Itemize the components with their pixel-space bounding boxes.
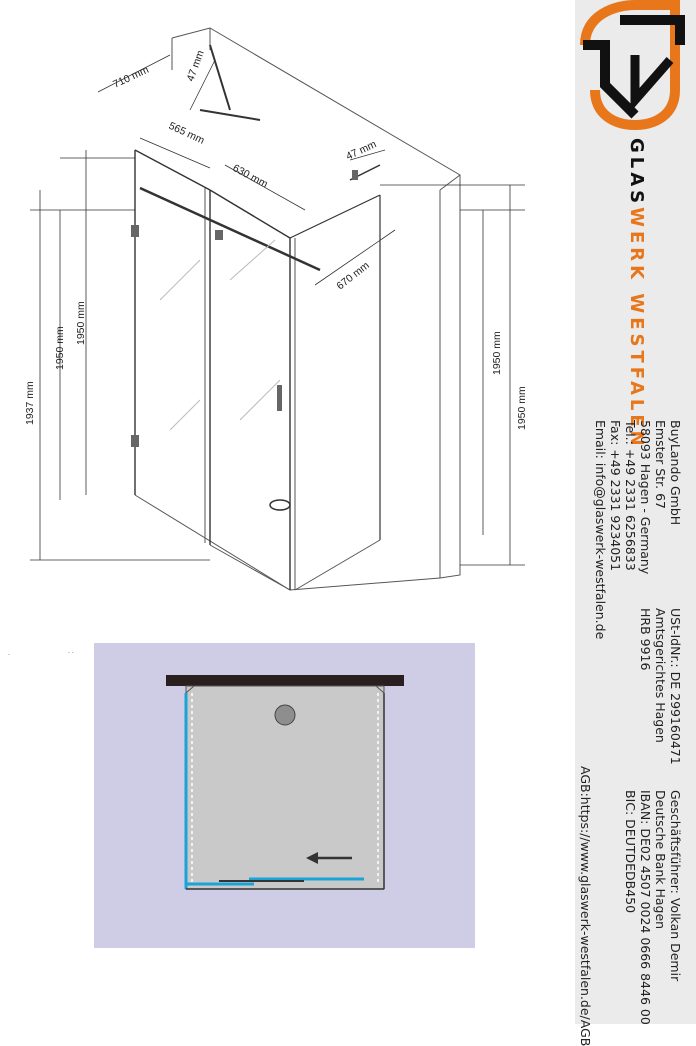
brand-part2: WERK WESTFALEN (626, 207, 647, 450)
floor-plan-panel (94, 643, 475, 948)
bank-bic: BIC: DEUTDEDB450 (623, 790, 638, 914)
contact-street: Emster Str. 67 (653, 420, 668, 509)
stray-mark: . (8, 650, 10, 657)
dim-710: 710 mm (111, 63, 151, 91)
stray-mark: . . (68, 648, 74, 655)
brand-part1: GLAS (626, 138, 647, 208)
floor-plan-drawing (94, 643, 475, 948)
drain-icon (275, 705, 295, 725)
dim-47-left: 47 mm (184, 48, 207, 84)
dim-670: 670 mm (334, 259, 372, 293)
dim-1950-c: 1950 mm (491, 331, 503, 375)
dim-1937: 1937 mm (24, 381, 36, 425)
legal-court: Amtsgerichtes Hagen (653, 608, 668, 743)
contact-tel: Tel.: +49 2331 6256833 (623, 420, 638, 571)
legal-ust: USt-IdNr.: DE 299160471 (668, 608, 683, 765)
wall-bar (166, 675, 404, 686)
dim-47-right: 47 mm (344, 138, 379, 163)
dim-1950-b: 1950 mm (75, 301, 87, 345)
bank-name: Deutsche Bank Hagen (653, 790, 668, 930)
dim-630: 630 mm (230, 162, 270, 191)
dim-1950-d: 1950 mm (516, 386, 528, 430)
contact-fax: Fax: +49 2331 9234051 (608, 420, 623, 572)
contact-company: BuyLando GmbH (668, 420, 683, 526)
bank-ceo: Geschäftsführer: Volkan Demir (668, 790, 683, 982)
contact-city: 58093 Hagen - Germany (638, 420, 653, 575)
company-sidebar (575, 0, 696, 1046)
dim-1950-a: 1950 mm (54, 326, 66, 370)
agb-link[interactable]: AGB:https://www.glaswerk-westfalen.de/AGB (578, 766, 593, 1046)
shower-isometric-drawing (0, 0, 575, 600)
bank-iban: IBAN: DE02 4507 0024 0666 8446 00 (638, 790, 653, 1025)
contact-email[interactable]: Email: info@glaswerk-westfalen.de (593, 420, 608, 640)
dim-565: 565 mm (166, 119, 207, 147)
agb-block (575, 0, 696, 1046)
legal-hrb: HRB 9916 (638, 608, 653, 671)
